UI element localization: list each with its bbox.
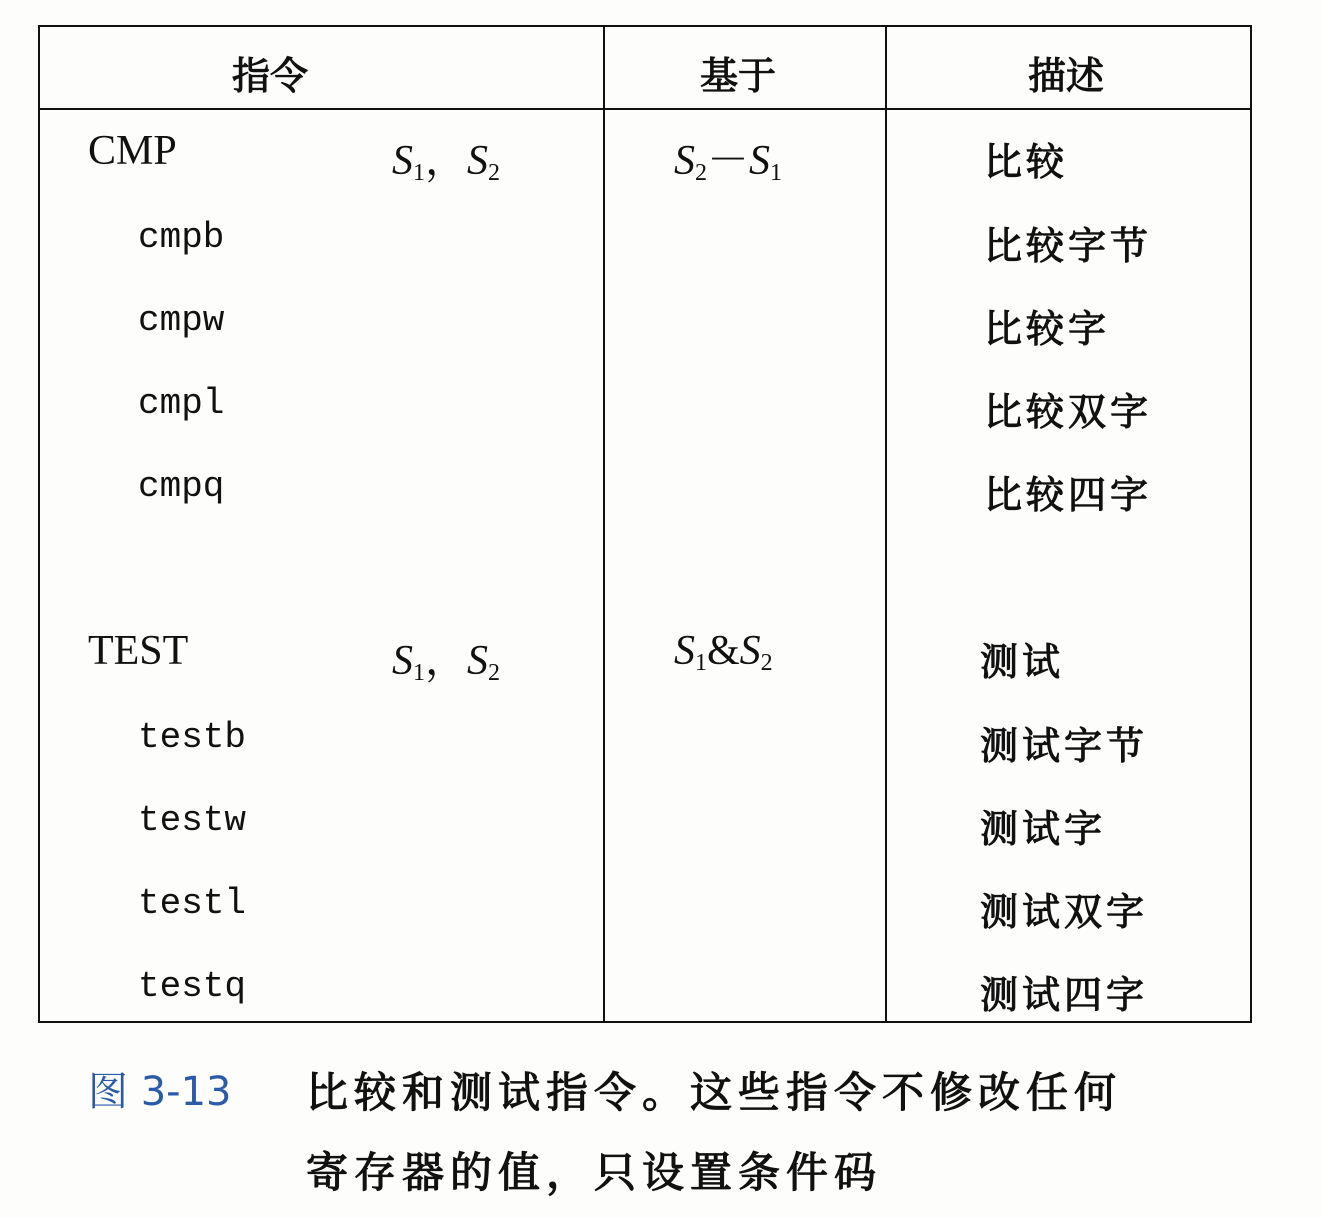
mnemonic-cmpw: cmpw: [138, 300, 225, 341]
header-based-on: 基于: [700, 54, 777, 98]
header-rule: [40, 108, 1250, 110]
operands-test: $S_1$，$S_2$: [392, 638, 501, 686]
description-cmpb: 比较字节: [984, 224, 1153, 268]
caption-line-1: 比较和测试指令。这些指令不修改任何: [306, 1068, 1123, 1117]
description-testw: 测试字: [980, 807, 1107, 851]
description-testq: 测试四字: [980, 973, 1149, 1017]
instruction-table: [38, 25, 1252, 1023]
figure-label: 图 3-13: [88, 1069, 232, 1115]
based-on-cmp: $S_2-S_1$: [674, 138, 783, 186]
column-divider: [885, 27, 887, 1021]
operands-cmp: $S_1$，$S_2$: [392, 138, 501, 186]
mnemonic-testb: testb: [138, 717, 247, 758]
description-cmpw: 比较字: [984, 307, 1111, 351]
description-testb: 测试字节: [980, 724, 1149, 768]
based-on-test: $S_1\&S_2$: [674, 628, 773, 676]
description-test: 测试: [980, 640, 1065, 684]
figure-caption: [88, 1060, 232, 1117]
column-divider: [603, 27, 605, 1021]
mnemonic-testl: testl: [138, 883, 247, 924]
header-instruction: 指令: [232, 54, 309, 98]
description-cmpq: 比较四字: [984, 473, 1153, 517]
description-cmpl: 比较双字: [984, 390, 1153, 434]
description-cmp: 比较: [984, 140, 1069, 184]
mnemonic-testq: testq: [138, 966, 247, 1007]
mnemonic-cmpb: cmpb: [138, 217, 225, 258]
mnemonic-cmpl: cmpl: [138, 383, 225, 424]
description-testl: 测试双字: [980, 890, 1149, 934]
header-description: 描述: [1028, 54, 1105, 98]
mnemonic-cmpq: cmpq: [138, 466, 225, 507]
caption-line-2: 寄存器的值，只设置条件码: [306, 1148, 883, 1197]
instruction-class-test: TEST: [88, 628, 189, 674]
mnemonic-testw: testw: [138, 800, 247, 841]
instruction-class-cmp: CMP: [88, 128, 177, 174]
